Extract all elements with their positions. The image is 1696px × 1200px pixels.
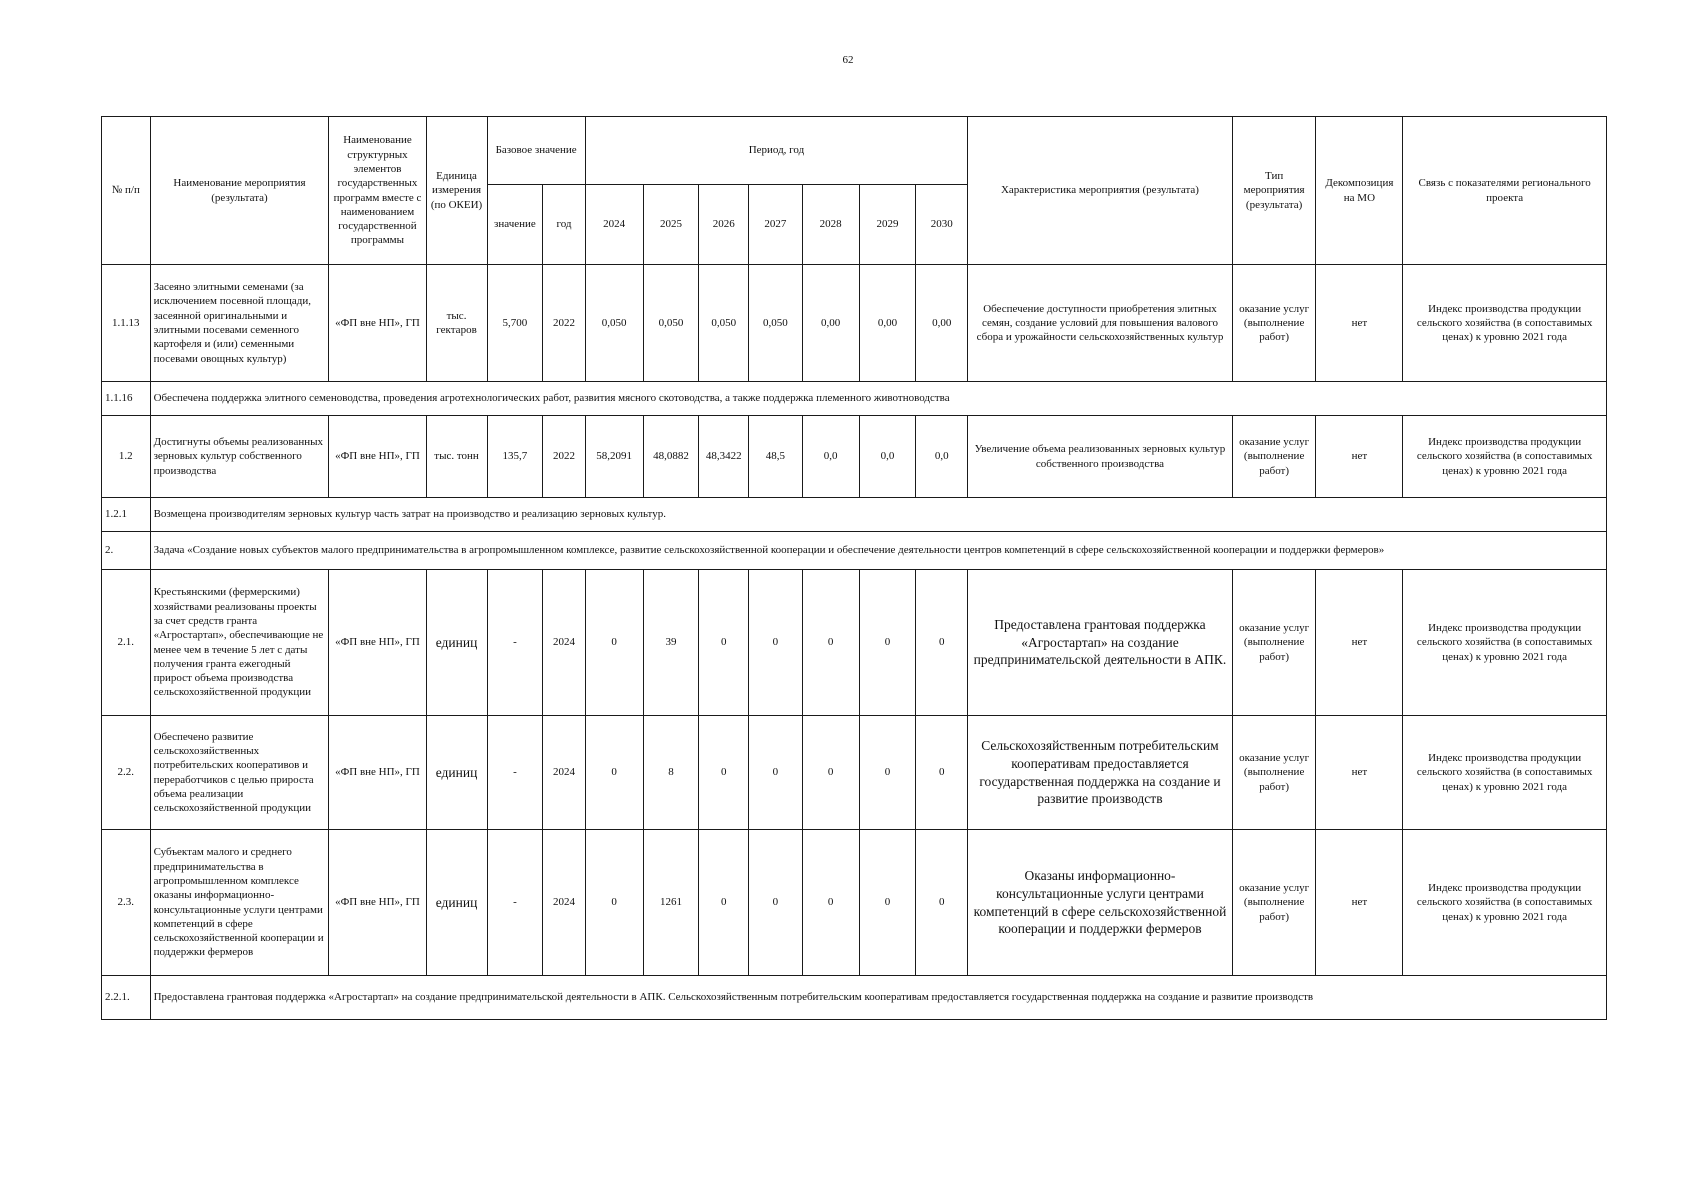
value-2025: 0,050 bbox=[643, 265, 699, 382]
task-title: Задача «Создание новых субъектов малого предпринимательства в агропромышленном комплексе, развитие сельскохозяйственной кооперации и обеспечение деятельности центров компетенций в сфере сельскохозяйственной кооперации и поддержки фермеров» bbox=[150, 532, 1606, 570]
value-2025: 39 bbox=[643, 570, 699, 716]
value-2027: 0 bbox=[749, 830, 803, 976]
header-type: Тип мероприятия (результата) bbox=[1232, 117, 1316, 265]
event-name: Достигнуты объемы реализованных зерновых культур собственного производства bbox=[150, 416, 329, 498]
value-2030: 0,00 bbox=[916, 265, 968, 382]
header-year: 2028 bbox=[802, 185, 859, 265]
event-name: Крестьянскими (фермерскими) хозяйствами реализованы проекты за счет средств гранта «Агростартап», обеспечивающие не менее чем в течение 5 лет с даты получения гранта ежегодный прирост объема производства сельскохозяйственной продукции bbox=[150, 570, 329, 716]
events-table bbox=[101, 116, 1607, 1020]
indicator-link: Индекс производства продукции сельского хозяйства (в сопоставимых ценах) к уровню 2021 года bbox=[1403, 416, 1607, 498]
characteristic: Обеспечение доступности приобретения элитных семян, создание условий для повышения валового сбора и урожайности сельскохозяйственных культур bbox=[968, 265, 1233, 382]
row-number: 2.2.1. bbox=[102, 976, 151, 1020]
base-value: 135,7 bbox=[487, 416, 543, 498]
value-2024: 0 bbox=[585, 830, 643, 976]
value-2027: 48,5 bbox=[749, 416, 803, 498]
event-name: Обеспечено развитие сельскохозяйственных потребительских кооперативов и переработчиков с целью прироста объема реализации сельскохозяйственной продукции bbox=[150, 716, 329, 830]
table-row bbox=[102, 976, 1607, 1020]
characteristic: Увеличение объема реализованных зерновых культур собственного производства bbox=[968, 416, 1233, 498]
indicator-link: Индекс производства продукции сельского хозяйства (в сопоставимых ценах) к уровню 2021 года bbox=[1403, 716, 1607, 830]
struct-element: «ФП вне НП», ГП bbox=[329, 570, 426, 716]
row-text: Предоставлена грантовая поддержка «Агростартап» на создание предпринимательской деятельности в АПК. Сельскохозяйственным потребительским кооперативам предоставляется государственная поддержка на создание и развитие производств bbox=[150, 976, 1606, 1020]
value-2028: 0,0 bbox=[802, 416, 859, 498]
table-row bbox=[102, 265, 1607, 382]
unit: единиц bbox=[426, 716, 487, 830]
base-year: 2024 bbox=[543, 716, 585, 830]
header-base-year: год bbox=[543, 185, 585, 265]
value-2029: 0 bbox=[859, 716, 916, 830]
value-2025: 48,0882 bbox=[643, 416, 699, 498]
value-2024: 0 bbox=[585, 716, 643, 830]
decomposition: нет bbox=[1316, 265, 1403, 382]
header-unit: Единица измерения (по ОКЕИ) bbox=[426, 117, 487, 265]
indicator-link: Индекс производства продукции сельского хозяйства (в сопоставимых ценах) к уровню 2021 года bbox=[1403, 570, 1607, 716]
decomposition: нет bbox=[1316, 570, 1403, 716]
header-year: 2024 bbox=[585, 185, 643, 265]
value-2029: 0 bbox=[859, 570, 916, 716]
header-base: Базовое значение bbox=[487, 117, 585, 185]
value-2030: 0 bbox=[916, 570, 968, 716]
indicator-link: Индекс производства продукции сельского хозяйства (в сопоставимых ценах) к уровню 2021 года bbox=[1403, 265, 1607, 382]
value-2026: 48,3422 bbox=[699, 416, 749, 498]
row-number: 2.3. bbox=[102, 830, 151, 976]
unit: единиц bbox=[426, 570, 487, 716]
value-2028: 0,00 bbox=[802, 265, 859, 382]
characteristic: Предоставлена грантовая поддержка «Агростартап» на создание предпринимательской деятельности в АПК. bbox=[968, 570, 1233, 716]
struct-element: «ФП вне НП», ГП bbox=[329, 416, 426, 498]
value-2024: 0 bbox=[585, 570, 643, 716]
value-2027: 0 bbox=[749, 570, 803, 716]
value-2029: 0,0 bbox=[859, 416, 916, 498]
value-2029: 0 bbox=[859, 830, 916, 976]
header-struct: Наименование структурных элементов государственных программ вместе с наименованием государственной программы bbox=[329, 117, 426, 265]
row-text: Возмещена производителям зерновых культур часть затрат на производство и реализацию зерновых культур. bbox=[150, 498, 1606, 532]
header-decomp: Декомпозиция на МО bbox=[1316, 117, 1403, 265]
header-num: № п/п bbox=[102, 117, 151, 265]
event-name: Субъектам малого и среднего предпринимательства в агропромышленном комплексе оказаны информационно-консультационные услуги центрами компетенций в сфере сельскохозяйственной кооперации и поддержки фермеров bbox=[150, 830, 329, 976]
header-year: 2030 bbox=[916, 185, 968, 265]
unit: тыс. тонн bbox=[426, 416, 487, 498]
unit: единиц bbox=[426, 830, 487, 976]
event-type: оказание услуг (выполнение работ) bbox=[1232, 830, 1316, 976]
struct-element: «ФП вне НП», ГП bbox=[329, 716, 426, 830]
header-year: 2027 bbox=[749, 185, 803, 265]
value-2028: 0 bbox=[802, 570, 859, 716]
value-2028: 0 bbox=[802, 830, 859, 976]
base-value: - bbox=[487, 716, 543, 830]
value-2025: 8 bbox=[643, 716, 699, 830]
event-type: оказание услуг (выполнение работ) bbox=[1232, 570, 1316, 716]
value-2026: 0 bbox=[699, 570, 749, 716]
event-type: оказание услуг (выполнение работ) bbox=[1232, 716, 1316, 830]
header-char: Характеристика мероприятия (результата) bbox=[968, 117, 1233, 265]
value-2026: 0 bbox=[699, 830, 749, 976]
value-2026: 0 bbox=[699, 716, 749, 830]
row-number: 2.1. bbox=[102, 570, 151, 716]
table-row bbox=[102, 498, 1607, 532]
base-year: 2024 bbox=[543, 830, 585, 976]
base-value: - bbox=[487, 570, 543, 716]
row-number: 1.2.1 bbox=[102, 498, 151, 532]
task-row bbox=[102, 532, 1607, 570]
page-number: 62 bbox=[842, 54, 854, 66]
header-name: Наименование мероприятия (результата) bbox=[150, 117, 329, 265]
indicator-link: Индекс производства продукции сельского хозяйства (в сопоставимых ценах) к уровню 2021 года bbox=[1403, 830, 1607, 976]
base-value: - bbox=[487, 830, 543, 976]
base-year: 2022 bbox=[543, 265, 585, 382]
characteristic: Сельскохозяйственным потребительским кооперативам предоставляется государственная поддержка на создание и развитие производств bbox=[968, 716, 1233, 830]
value-2027: 0 bbox=[749, 716, 803, 830]
header-link: Связь с показателями регионального проекта bbox=[1403, 117, 1607, 265]
value-2025: 1261 bbox=[643, 830, 699, 976]
header-year: 2025 bbox=[643, 185, 699, 265]
row-number: 2. bbox=[102, 532, 151, 570]
event-type: оказание услуг (выполнение работ) bbox=[1232, 265, 1316, 382]
value-2024: 0,050 bbox=[585, 265, 643, 382]
value-2026: 0,050 bbox=[699, 265, 749, 382]
value-2024: 58,2091 bbox=[585, 416, 643, 498]
row-text: Обеспечена поддержка элитного семеноводства, проведения агротехнологических работ, развития мясного скотоводства, а также поддержка племенного животноводства bbox=[150, 382, 1606, 416]
value-2027: 0,050 bbox=[749, 265, 803, 382]
row-number: 1.2 bbox=[102, 416, 151, 498]
table-row bbox=[102, 416, 1607, 498]
value-2030: 0,0 bbox=[916, 416, 968, 498]
row-number: 1.1.13 bbox=[102, 265, 151, 382]
value-2030: 0 bbox=[916, 830, 968, 976]
base-year: 2024 bbox=[543, 570, 585, 716]
unit: тыс. гектаров bbox=[426, 265, 487, 382]
struct-element: «ФП вне НП», ГП bbox=[329, 830, 426, 976]
table-row bbox=[102, 382, 1607, 416]
table-row bbox=[102, 830, 1607, 976]
row-number: 1.1.16 bbox=[102, 382, 151, 416]
event-type: оказание услуг (выполнение работ) bbox=[1232, 416, 1316, 498]
base-value: 5,700 bbox=[487, 265, 543, 382]
table-row bbox=[102, 716, 1607, 830]
value-2029: 0,00 bbox=[859, 265, 916, 382]
table-row bbox=[102, 570, 1607, 716]
header-period: Период, год bbox=[585, 117, 967, 185]
struct-element: «ФП вне НП», ГП bbox=[329, 265, 426, 382]
decomposition: нет bbox=[1316, 416, 1403, 498]
value-2030: 0 bbox=[916, 716, 968, 830]
header-year: 2026 bbox=[699, 185, 749, 265]
value-2028: 0 bbox=[802, 716, 859, 830]
header-year: 2029 bbox=[859, 185, 916, 265]
characteristic: Оказаны информационно-консультационные услуги центрами компетенций в сфере сельскохозяйственной кооперации и поддержки фермеров bbox=[968, 830, 1233, 976]
base-year: 2022 bbox=[543, 416, 585, 498]
header-base-value: значение bbox=[487, 185, 543, 265]
row-number: 2.2. bbox=[102, 716, 151, 830]
event-name: Засеяно элитными семенами (за исключением посевной площади, засеянной оригинальными и элитными посевами семенного картофеля и (или) семенными посевами овощных культур) bbox=[150, 265, 329, 382]
decomposition: нет bbox=[1316, 830, 1403, 976]
decomposition: нет bbox=[1316, 716, 1403, 830]
